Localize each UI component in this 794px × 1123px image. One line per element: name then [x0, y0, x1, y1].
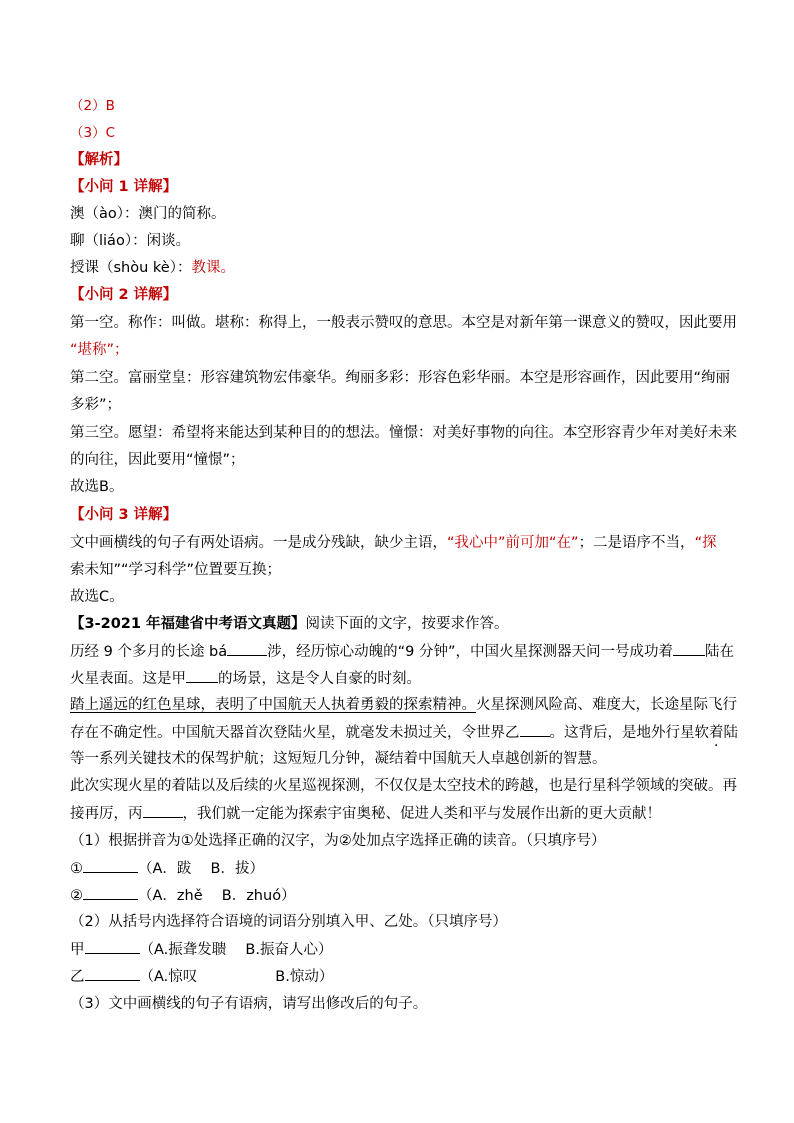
question-2-prompt: （2）从括号内选择符合语境的词语分别填入甲、乙处。（只填序号） [70, 914, 507, 930]
answer-blank-jia[interactable] [85, 939, 140, 954]
passage-line-4 [70, 722, 738, 743]
passage-line-2 [70, 668, 421, 689]
q1-o1-label: ① [70, 861, 83, 877]
answer-blank-2[interactable] [83, 885, 138, 900]
q1-line-1: 澳（ào）：澳门的简称。 [70, 206, 226, 222]
answer-blank-yi[interactable] [85, 966, 140, 981]
q2-line-2: “堪称”； [70, 342, 129, 358]
passage-line-6: 此次实现火星的着陆以及后续的火星巡视探测，不仅仅是太空技术的跨越，也是行星科学领域的突破。再 [70, 778, 737, 794]
passage-7-b: ，我们就一定能为探索宇宙奥秘、促进人类和平与发展作出新的更大贡献！ [182, 806, 661, 822]
blank-bing [143, 803, 183, 818]
question-1-option-2 [70, 885, 296, 906]
blank-yi [520, 722, 550, 737]
next-question-source: 【3-2021 年福建省中考语文真题】 [70, 616, 306, 632]
q2-o2-label: 乙 [70, 969, 85, 985]
q1-line-3 [70, 258, 235, 278]
passage-7-a: 接再厉，丙 [70, 806, 143, 822]
passage-line-3 [70, 695, 737, 715]
dotted-char-zhuo: 着 [709, 725, 724, 741]
passage-2-a: 火星表面。这是甲 [70, 671, 186, 687]
blank-zhuo [673, 641, 705, 656]
q1-o2-options: （A．zhě B．zhuó） [138, 888, 296, 904]
q3-line-1-b: “我心中”前可加“在” [447, 535, 579, 551]
question-2-option-jia [70, 939, 332, 960]
question-1-prompt: （1）根据拼音为①处选择正确的汉字，为②处加点字选择正确的读音。（只填序号） [70, 833, 606, 849]
passage-2-b: 的场景，这是令人自豪的时刻。 [218, 671, 421, 687]
passage-1-c: 陆在 [705, 644, 735, 660]
q3-line-1 [70, 533, 717, 553]
q2-line-7: 故选B。 [70, 479, 124, 495]
q3-line-3: 故选C。 [70, 589, 124, 605]
blank-1 [227, 641, 267, 656]
passage-4-a: 存在不确定性。中国航天器首次登陆火星，就毫发未损过关，令世界乙 [70, 725, 520, 741]
q2-line-1: 第一空。称作：叫做。堪称：称得上，一般表示赞叹的意思。本空是对新年第一课意义的赞叹，因此要用 [70, 315, 737, 331]
next-question-header [70, 614, 509, 634]
q2-line-3: 第二空。富丽堂皇：形容建筑物宏伟豪华。绚丽多彩：形容色彩华丽。本空是形容画作，因此要用“绚丽 [70, 370, 731, 386]
underlined-sentence: 踏上遥远的红色星球，表明了中国航天人执着勇毅的探索精神。 [70, 697, 476, 713]
q1-o1-options: （A．跋 B．拔） [138, 861, 264, 877]
q2-line-6: 的向往，因此要用“憧憬”； [70, 452, 245, 468]
passage-1-b: 涉，经历惊心动魄的“9 分钟”，中国火星探测器天问一号成功着 [267, 644, 674, 660]
q3-line-1-c: ；二是语序不当， [578, 535, 695, 551]
q2-line-5: 第三空。愿望：希望将来能达到某种目的的想法。憧憬：对美好事物的向往。本空形容青少年对美好未来 [70, 425, 737, 441]
q1-line-3-meaning: 教课。 [191, 260, 235, 276]
q2-o1-label: 甲 [70, 942, 85, 958]
answer-3: （3）C [70, 125, 116, 141]
q3-detail-heading: 【小问 3 详解】 [70, 507, 178, 523]
passage-3-b: 火星探测风险高、难度大，长途星际飞行 [476, 697, 737, 713]
q1-detail-heading: 【小问 1 详解】 [70, 179, 178, 195]
passage-line-5: 等一系列关键技术的保驾护航；这短短几分钟，凝结着中国航天人卓越创新的智慧。 [70, 751, 607, 767]
answer-blank-1[interactable] [83, 858, 138, 873]
passage-1-a: 历经 9 个多月的长途 bá [70, 644, 228, 660]
q3-line-2: 索未知”“学习科学”位置要互换； [70, 562, 282, 578]
q2-detail-heading: 【小问 2 详解】 [70, 287, 178, 303]
passage-4-c: 陆 [723, 725, 738, 741]
q2-o1-options: （A.振聋发聩 B.振奋人心） [139, 942, 333, 958]
passage-line-7 [70, 803, 661, 824]
q2-line-4: 多彩”； [70, 397, 122, 413]
question-1-option-1 [70, 858, 264, 879]
analysis-heading: 【解析】 [70, 152, 128, 168]
question-2-option-yi [70, 966, 333, 987]
next-question-instruction: 阅读下面的文字，按要求作答。 [305, 616, 509, 632]
q1-o2-label: ② [70, 888, 83, 904]
passage-line-1 [70, 641, 734, 662]
passage-4-b: 。这背后，是地外行星软 [549, 725, 709, 741]
question-3-prompt: （3）文中画横线的句子有语病，请写出修改后的句子。 [70, 996, 428, 1012]
q3-line-1-a: 文中画横线的句子有两处语病。一是成分残缺，缺少主语， [70, 535, 447, 551]
q3-line-1-d: “探 [694, 535, 717, 551]
q2-o2-option-b: B.惊动） [275, 969, 334, 985]
answer-2: （2）B [70, 98, 115, 114]
q2-o2-option-a: （A.惊叹 [139, 969, 198, 985]
q1-line-2: 聊（liáo）：闲谈。 [70, 233, 191, 249]
q1-line-3-term: 授课（shòu kè）： [70, 260, 192, 276]
blank-jia [186, 668, 218, 683]
